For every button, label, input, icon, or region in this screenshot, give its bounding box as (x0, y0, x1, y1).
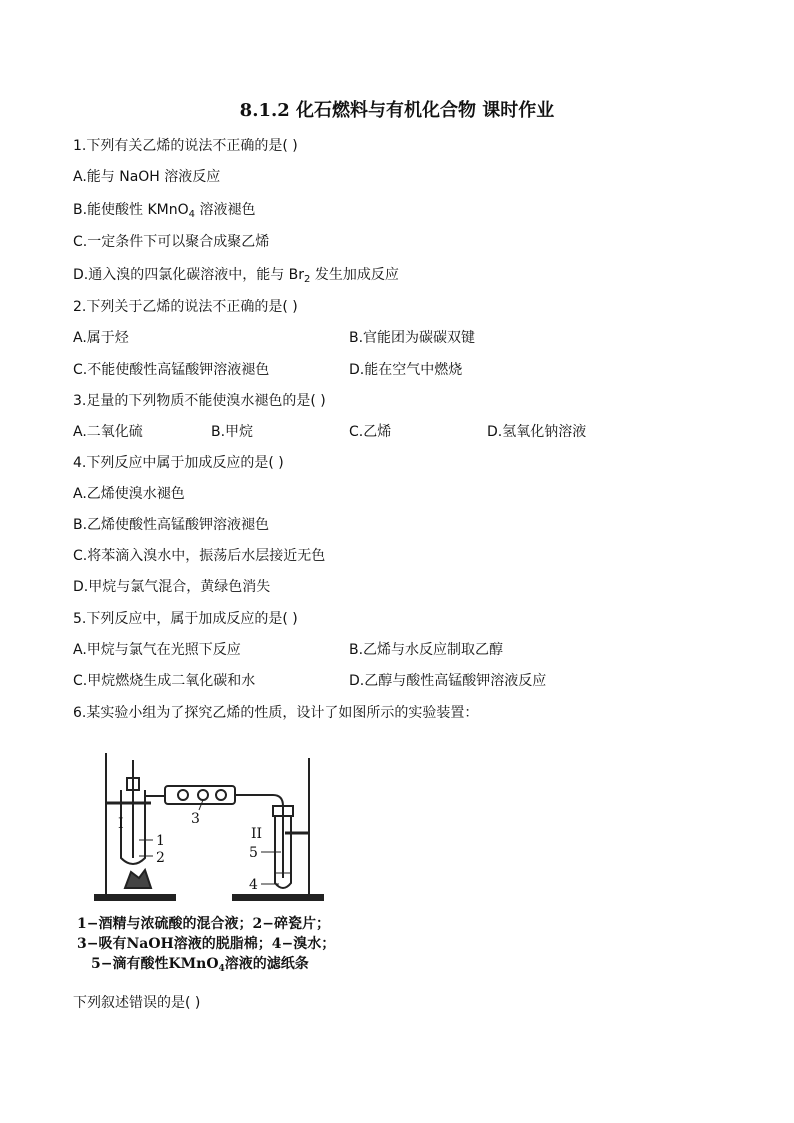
figure-caption-line-1: 1−酒精与浓硫酸的混合液；2−碎瓷片； (77, 916, 330, 932)
figure-caption-line-3-tail: 溶液的滤纸条 (224, 956, 309, 972)
q1-option-c: C.一定条件下可以聚合成聚乙烯 (73, 234, 270, 250)
label-4: 4 (249, 877, 258, 893)
q4-option-d: D.甲烷与氯气混合，黄绿色消失 (73, 579, 271, 595)
q2-option-d: D.能在空气中燃烧 (349, 362, 463, 378)
q1-option-d (73, 265, 399, 290)
q5-option-a: A.甲烷与氯气在光照下反应 (73, 642, 241, 658)
q4-option-c: C.将苯滴入溴水中，振荡后水层接近无色 (73, 548, 326, 564)
label-5: 5 (249, 845, 258, 861)
q4-option-a: A.乙烯使溴水褪色 (73, 486, 185, 502)
absorber-tube (165, 786, 235, 804)
q1-option-d-tail: 发生加成反应 (310, 267, 399, 283)
label-3: 3 (191, 811, 200, 827)
figure-caption-line-3-subscript: 4 (218, 964, 225, 974)
label-II: II (251, 826, 263, 842)
q2-stem: 2.下列关于乙烯的说法不正确的是( ) (73, 299, 298, 315)
q1-option-b (73, 200, 256, 225)
q5-stem: 5.下列反应中，属于加成反应的是( ) (73, 611, 298, 627)
apparatus-figure (73, 748, 373, 978)
q3-option-c: C.乙烯 (349, 424, 392, 440)
q1-stem: 1.下列有关乙烯的说法不正确的是( ) (73, 138, 298, 154)
q1-option-d-subscript: 2 (304, 274, 311, 285)
q1-option-a: A.能与 NaOH 溶液反应 (73, 169, 221, 185)
q6-stem: 6.某实验小组为了探究乙烯的性质，设计了如图所示的实验装置： (73, 705, 479, 721)
figure-caption-line-3 (91, 955, 309, 974)
q3-option-d: D.氢氧化钠溶液 (487, 424, 587, 440)
q5-option-d: D.乙醇与酸性高锰酸钾溶液反应 (349, 673, 547, 689)
q1-option-b-tail: 溶液褪色 (195, 202, 256, 218)
label-2: 2 (156, 850, 165, 866)
q2-option-b: B.官能团为碳碳双键 (349, 330, 476, 346)
figure-caption-line-2: 3−吸有NaOH溶液的脱脂棉；4−溴水； (77, 936, 336, 952)
cotton-1 (178, 790, 188, 800)
burner-flame (125, 870, 151, 888)
cotton-2 (198, 790, 208, 800)
q3-option-a: A.二氧化硫 (73, 424, 143, 440)
left-stand-base (95, 895, 175, 900)
q1-option-b-subscript: 4 (188, 209, 196, 220)
q2-option-a: A.属于烃 (73, 330, 129, 346)
right-stand-base (233, 895, 323, 900)
label-I: I (118, 816, 124, 832)
cotton-3 (216, 790, 226, 800)
page-title: 8.1.2 化石燃料与有机化合物 课时作业 (239, 100, 555, 121)
figure-caption-line-3-text: 5−滴有酸性KMnO (91, 956, 219, 972)
label-1: 1 (156, 833, 165, 849)
q4-option-b: B.乙烯使酸性高锰酸钾溶液褪色 (73, 517, 270, 533)
q3-option-b: B.甲烷 (211, 424, 254, 440)
q5-option-b: B.乙烯与水反应制取乙醇 (349, 642, 504, 658)
q2-option-c: C.不能使酸性高锰酸钾溶液褪色 (73, 362, 270, 378)
q6-follow-up: 下列叙述错误的是( ) (73, 995, 201, 1011)
q5-option-c: C.甲烷燃烧生成二氧化碳和水 (73, 673, 256, 689)
apparatus-diagram (73, 748, 373, 978)
q1-option-d-text: D.通入溴的四氯化碳溶液中，能与 Br (73, 267, 305, 283)
q4-stem: 4.下列反应中属于加成反应的是( ) (73, 455, 284, 471)
q1-option-b-text: B.能使酸性 KMnO (73, 202, 189, 218)
q3-stem: 3.足量的下列物质不能使溴水褪色的是( ) (73, 393, 326, 409)
